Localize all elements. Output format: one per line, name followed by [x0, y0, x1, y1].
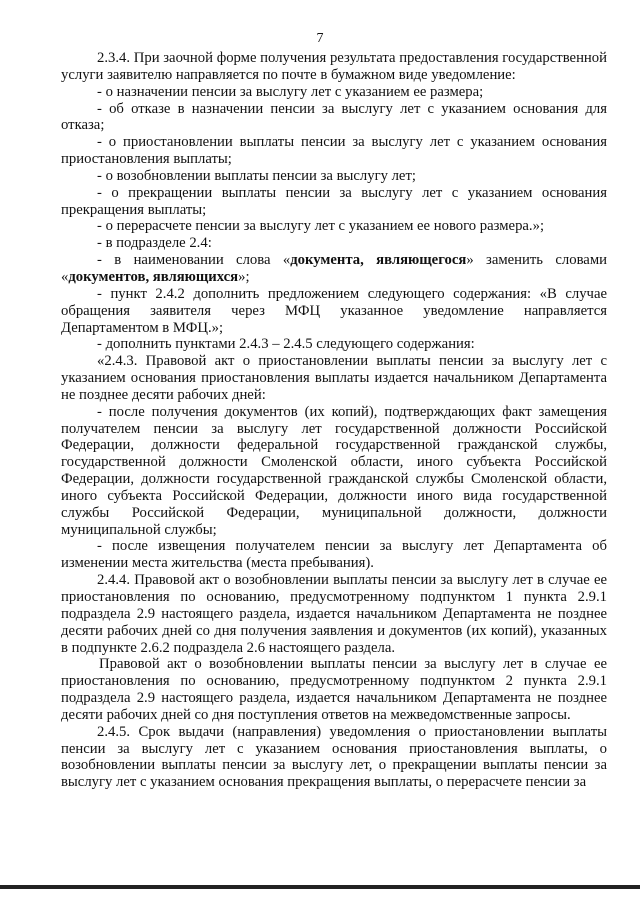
list-item: - о возобновлении выплаты пенсии за выслугу лет;: [97, 167, 416, 184]
paragraph-2-4-3: «2.4.3. Правовой акт о приостановлении выплаты пенсии за выслугу лет с указанием основания приостановления выплаты издается начальником Департамента не позднее десяти рабочих дней:: [61, 353, 607, 403]
document-body: [61, 50, 607, 791]
paragraph-2-4-4: 2.4.4. Правовой акт о возобновлении выплаты пенсии за выслугу лет в случае ее приостановления по основанию, предусмотренному подпунктом 1 пункта 2.9.1 подраздела 2.9 настоящего раздела, издается начальником Департамента не позднее десяти рабочих дней со дня получения заявления и документов (их копий), указанных в подпункте 2.6.2 подраздела 2.6 настоящего раздела.: [61, 572, 607, 656]
text-fragment: »;: [238, 268, 250, 285]
paragraph-2-3-4: 2.3.4. При заочной форме получения результата предоставления государственной услуги заявителю направляется по почте в бумажном виде уведомление:: [61, 50, 607, 83]
amendment-item: [61, 252, 607, 286]
list-item: - о назначении пенсии за выслугу лет с указанием ее размера;: [97, 83, 484, 100]
list-item: - о прекращении выплаты пенсии за выслугу лет с указанием основания прекращения выплаты;: [61, 184, 607, 218]
list-item: - в подразделе 2.4:: [97, 235, 212, 252]
paragraph-2-4-5: 2.4.5. Срок выдачи (направления) уведомления о приостановлении выплаты пенсии за выслугу лет с указанием основания приостановления выплаты, о возобновлении выплаты пенсии за выслугу лет, о прекращении выплаты пенсии за выслугу лет с указанием основания прекращения выплаты, о перерасчете пенсии за: [61, 723, 607, 791]
text-fragment: » заменить словами «: [61, 252, 607, 285]
bottom-rule: [0, 885, 640, 889]
amendment-item: - пункт 2.4.2 дополнить предложением следующего содержания: «В случае обращения заявителя через МФЦ указанное уведомление направляется Департаментом в МФЦ.»;: [61, 285, 607, 336]
amendment-item: - дополнить пунктами 2.4.3 – 2.4.5 следующего содержания:: [97, 336, 475, 353]
list-item: - после извещения получателем пенсии за выслугу лет Департамента об изменении места жительства (места пребывания).: [61, 538, 607, 572]
list-item: - о приостановлении выплаты пенсии за выслугу лет с указанием основания приостановления выплаты;: [61, 134, 607, 168]
paragraph: Правовой акт о возобновлении выплаты пенсии за выслугу лет в случае ее приостановления по основанию, предусмотренному подпунктом 2 пункта 2.9.1 подраздела 2.9 настоящего раздела, издается начальником Департамента не позднее десяти рабочих дней со дня поступления ответов на межведомственные запросы.: [61, 656, 607, 723]
list-item: - об отказе в назначении пенсии за выслугу лет с указанием основания для отказа;: [61, 100, 607, 134]
text-fragment: - в наименовании слова «: [97, 252, 291, 269]
new-words: документов, являющихся: [68, 268, 239, 285]
list-item: - после получения документов (их копий), подтверждающих факт замещения получателем пенсии за выслугу лет государственной должности Российской Федерации, должности федеральной государственной гражданской службы, государственной должности Смоленской области, иного субъекта Российской Федерации, должности государственной гражданской службы Смоленской области, иного субъекта Российской Федерации, должности иного вида государственной службы Российской Федерации, муниципальной должности, должности муниципальной службы;: [61, 403, 607, 538]
old-words: документа, являющегося: [290, 252, 467, 269]
list-item: - о перерасчете пенсии за выслугу лет с указанием ее нового размера.»;: [97, 218, 545, 235]
page-number: 7: [316, 31, 324, 46]
